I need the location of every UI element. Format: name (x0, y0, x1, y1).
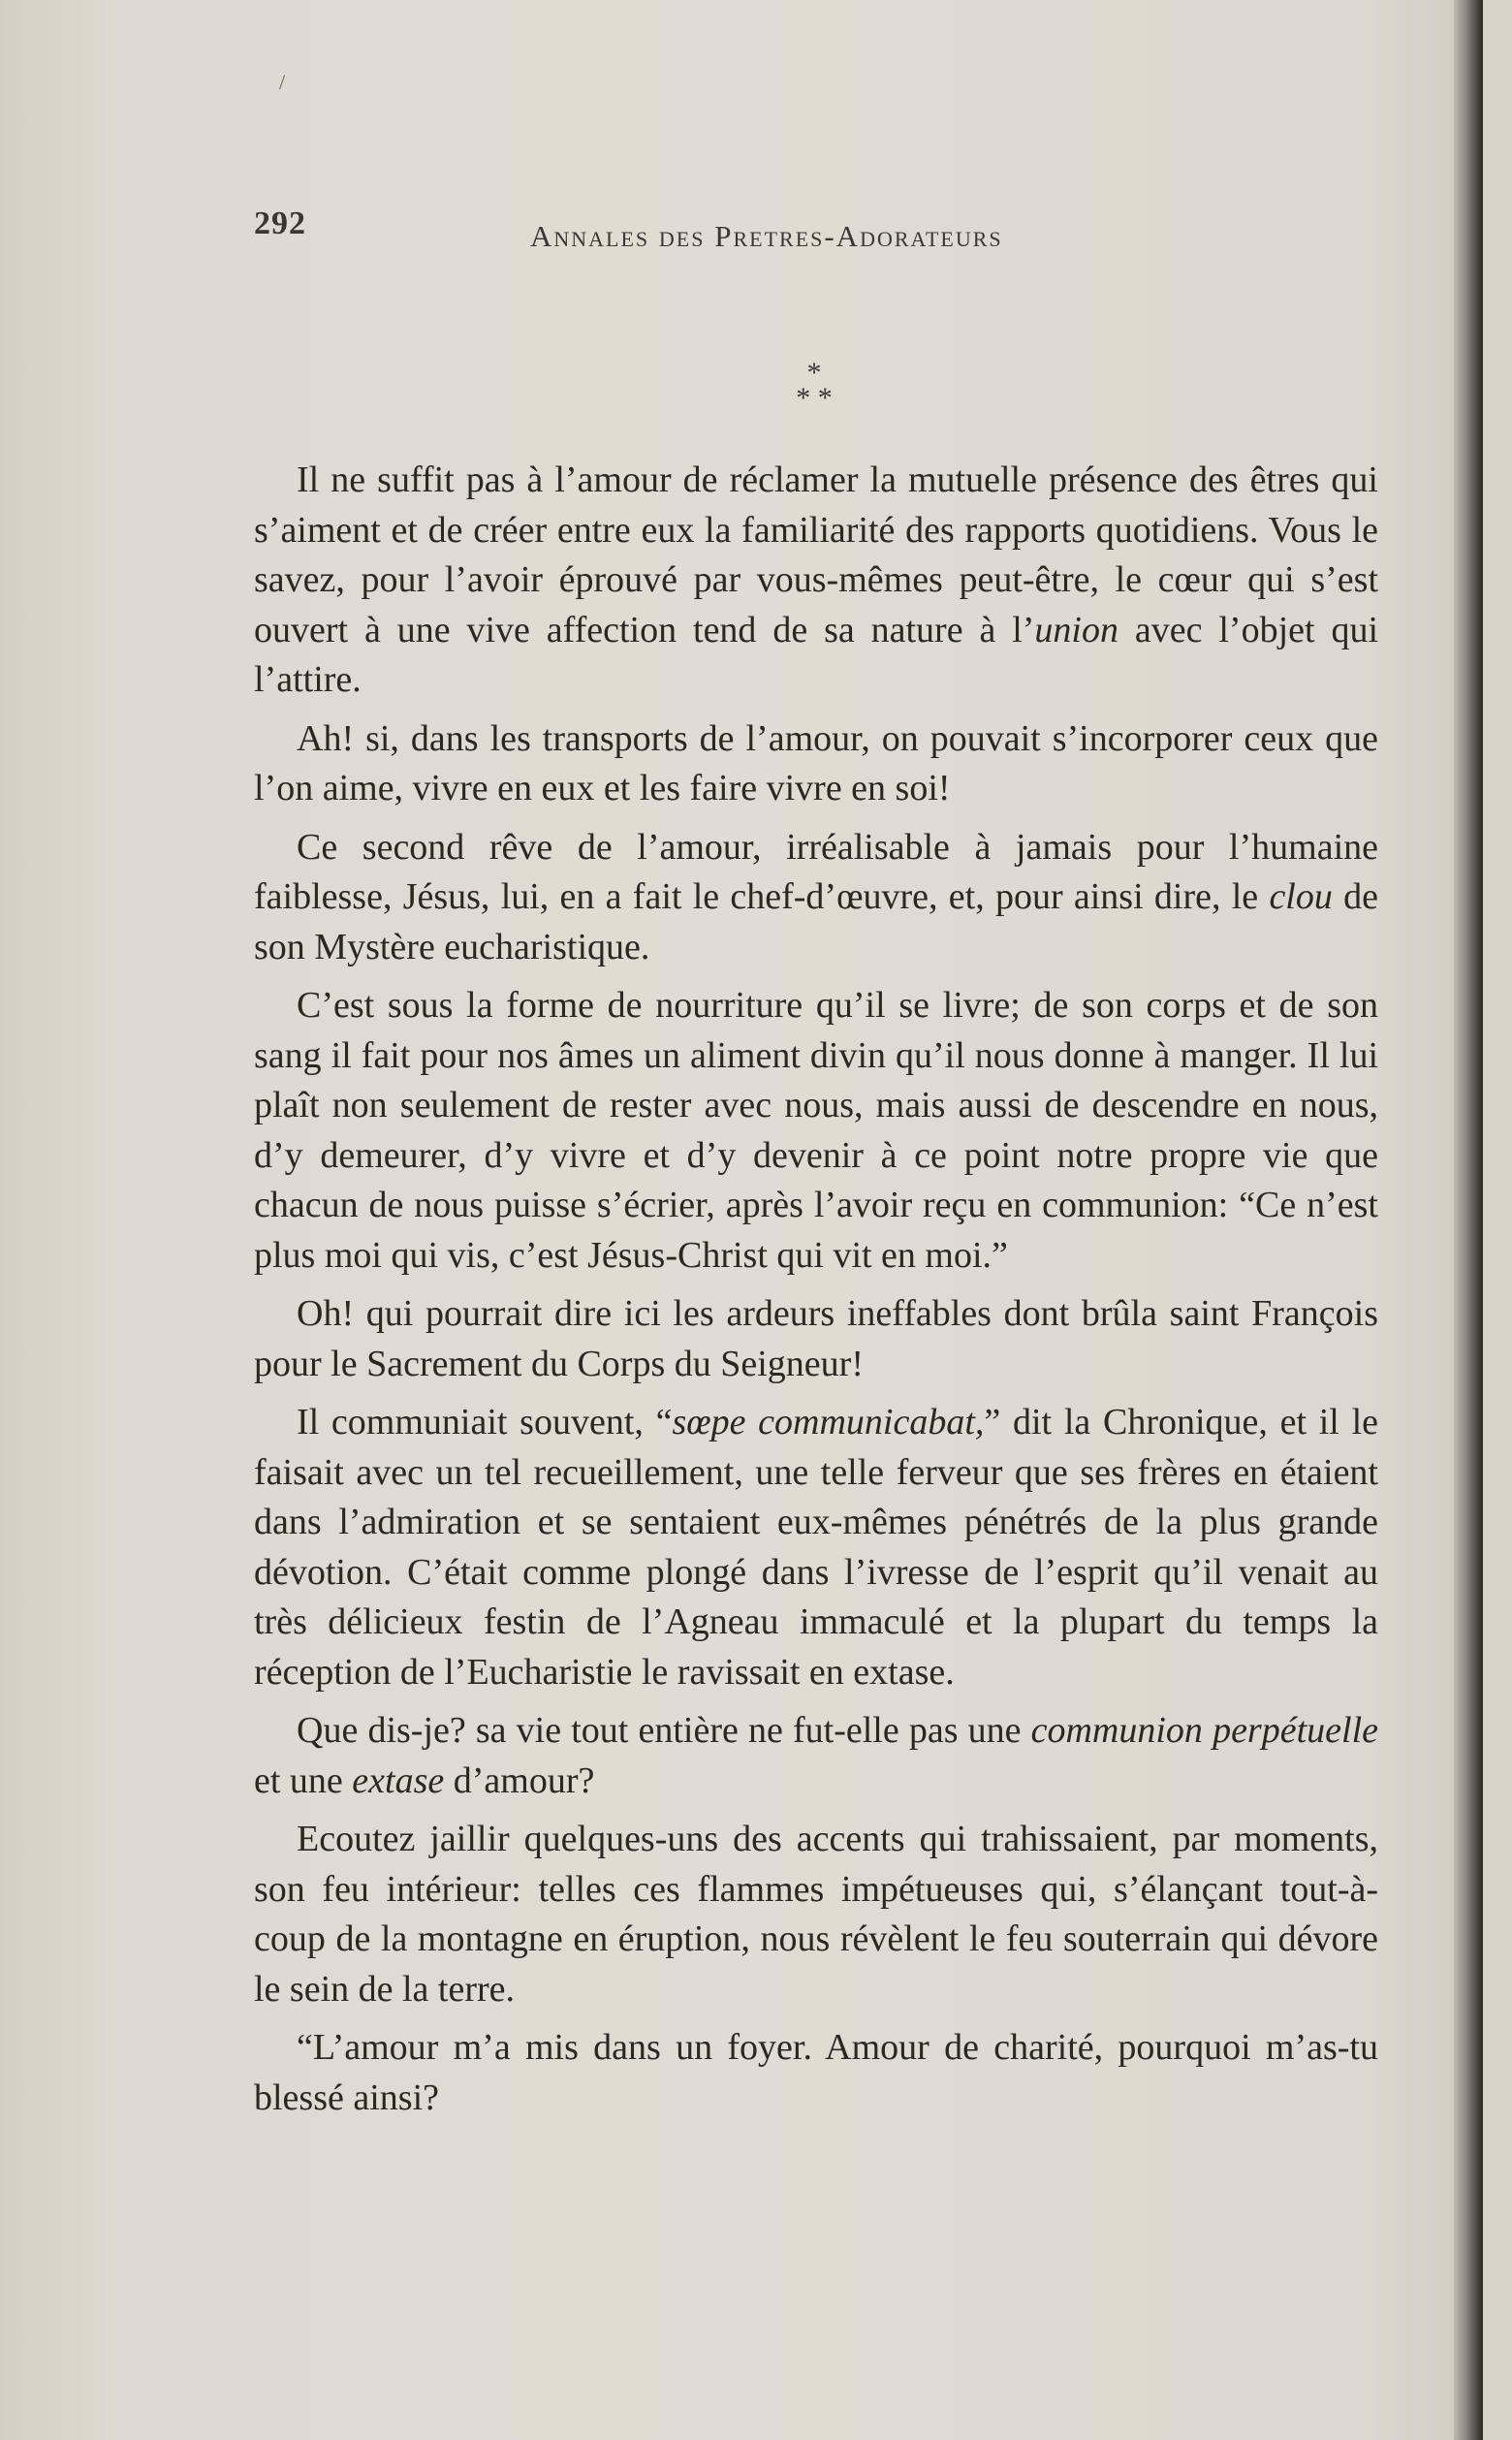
pencil-mark: / (279, 70, 286, 94)
text-run: “L’amour m’a mis dans un foyer. Amour de charité, pourquoi m’as-tu blessé ainsi? (254, 2027, 1378, 2118)
text-run: Il communiait souvent, “ (297, 1402, 673, 1442)
running-head: Annales des Pretres-Adorateurs (530, 219, 1003, 253)
text-run: et une (254, 1759, 353, 1801)
text-run: Il ne suffit pas à l’amour de réclamer la mutuelle présence des êtres qui s’aiment et de créer entre eux la familiarité des rapports quotidiens. Vous le savez, pour l’avoir éprouvé par vous-mêmes peut-être, le cœur qui s’est ouvert à une vive affection tend de sa nature à l’ (254, 459, 1378, 650)
text-run: Ecoutez jaillir quelques-uns des accents qui trahissaient, par moments, son feu intérieur: telles ces flammes impétueuses qui, s’élançant tout-à-coup de la montagne en éruption, nous révèlent le feu souterrain qui dévore le sein de la terre. (254, 1819, 1378, 2010)
paragraph (254, 456, 1378, 706)
text-run: de son Mystère eucharistique. (254, 876, 1378, 967)
text-run: Ah! si, dans les transports de l’amour, on pouvait s’incorporer ceux que l’on aime, vivre en eux et les faire vivre en soi! (254, 717, 1378, 808)
asterism-separator (775, 357, 853, 419)
paragraph (254, 1815, 1378, 2014)
page-number: 292 (254, 206, 306, 241)
asterism-top: * (806, 357, 822, 389)
text-run: Que dis-je? sa vie tout entière ne fut-elle pas une (297, 1710, 1031, 1751)
text-run: C’est sous la forme de nourriture qu’il se livre; de son corps et de son sang il fait pour nos âmes un aliment divin qu’il nous donne à manger. Il lui plaît non seulement de rester avec nous, mais aussi de descendre en nous, d’y demeurer, d’y vivre et d’y devenir à ce point notre propre vie que chacun de nous puisse s’écrier, après l’avoir reçu en communion: “Ce n’est plus moi qui vis, c’est Jésus-Christ qui vit en moi.” (254, 985, 1378, 1276)
italic-run: clou (1269, 876, 1333, 917)
text-run: avec l’objet qui l’attire. (254, 609, 1378, 700)
text-run: d’amour? (444, 1759, 595, 1801)
italic-run: union (1034, 609, 1118, 650)
paragraph (254, 823, 1378, 973)
paragraph (254, 1289, 1378, 1389)
page-gutter-edge (1454, 0, 1483, 2440)
paragraph (254, 1706, 1378, 1806)
paragraph (254, 714, 1378, 814)
text-run: Oh! qui pourrait dire ici les ardeurs ineffables dont brûla saint François pour le Sacrement du Corps du Seigneur! (254, 1293, 1378, 1384)
text-run: ” dit la Chronique, et il le faisait avec un tel recueillement, une telle ferveur que ses frères en étaient dans l’admiration et se sentaient eux-mêmes pénétrés de la plus grande dévotion. C’était comme plongé dans l’ivresse de l’esprit qu’il venait au très délicieux festin de l’Agneau immaculé et la plupart du temps la réception de l’Eucharistie le ravissait en extase. (254, 1402, 1379, 1693)
paragraph (254, 2023, 1378, 2123)
page-header (254, 206, 1378, 264)
asterism-bottom: * * (796, 382, 833, 414)
text-run: Ce second rêve de l’amour, irréalisable à jamais pour l’humaine faiblesse, Jésus, lui, en a fait le chef-d’œuvre, et, pour ainsi dire, le (254, 826, 1378, 917)
italic-run: sœpe communicabat, (672, 1402, 985, 1442)
italic-run: communion perpétuelle (1030, 1710, 1378, 1751)
paragraph (254, 981, 1378, 1281)
paragraph (254, 1398, 1378, 1697)
italic-run: extase (352, 1759, 445, 1801)
body-text (254, 456, 1378, 2132)
